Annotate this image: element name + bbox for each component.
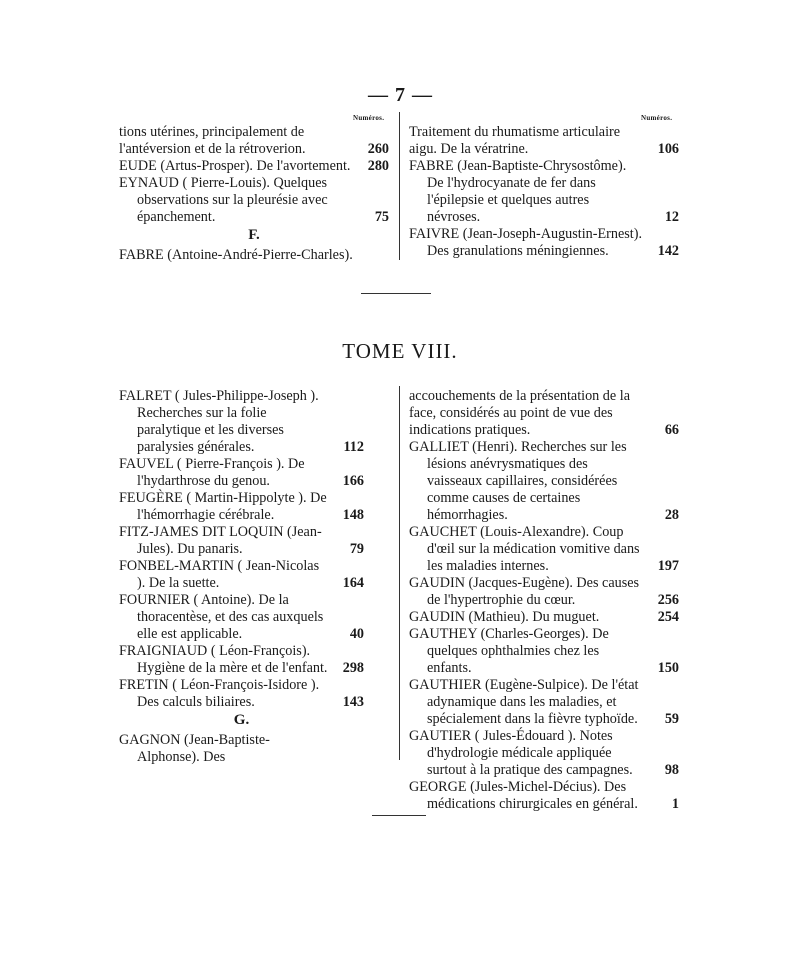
index-entry — [119, 124, 389, 158]
index-entry: GAUTHIER (Eugène-Sulpice). De l'état adynamique dans les maladies, et spécialement dans la fièvre typhoïde. 59 — [409, 677, 679, 727]
entry-text: FRETIN ( Léon-François-Isidore ). Des calculs biliaires. — [119, 677, 320, 710]
index-entry — [409, 124, 679, 158]
entry-number: 150 — [657, 660, 679, 676]
index-entry: FITZ-JAMES DIT LOQUIN (Jean-Jules). Du panaris. 79 — [119, 524, 364, 557]
bottom-right-column — [409, 388, 679, 813]
entry-text: FABRE (Antoine-André-Pierre-Charles). — [119, 247, 353, 263]
index-entry — [119, 158, 389, 175]
index-entry — [119, 732, 364, 766]
entry-text: EYNAUD ( Pierre-Louis). Quelques observations sur la pleurésie avec épanchement. — [119, 175, 328, 225]
entry-text: GAUTHEY (Charles-Georges). De quelques ophthalmies chez les enfants. — [409, 626, 609, 676]
entry-text: tions utérines, principalement de l'antéversion et de la rétroverion. — [119, 124, 306, 157]
tome-title: TOME VIII. — [342, 339, 458, 363]
entry-text: FAIVRE (Jean-Joseph-Augustin-Ernest). Des granulations méningiennes. — [409, 226, 642, 259]
entry-text: FABRE (Jean-Baptiste-Chrysostôme). De l'hydrocyanate de fer dans l'épilepsie et quelques autres névroses. — [409, 158, 627, 225]
page-number: — 7 — — [368, 84, 433, 106]
index-entry — [409, 626, 679, 677]
index-entry — [119, 643, 364, 677]
entry-number: 164 — [342, 575, 364, 591]
top-column-divider — [399, 112, 400, 260]
entry-number: 143 — [342, 694, 364, 710]
entry-text: FEUGÈRE ( Martin-Hippolyte ). De l'hémorrhagie cérébrale. — [119, 490, 327, 523]
entry-text: GALLIET (Henri). Recherches sur les lésions anévrysmatiques des vaisseaux capillaires, considérées comme causes de certaines hémorrhagies. — [409, 439, 627, 523]
entry-text: GAUDIN (Jacques-Eugène). Des causes de l'hypertrophie du cœur. — [409, 575, 640, 608]
entry-text: Traitement du rhumatisme articulaire aigu. De la vératrine. — [409, 124, 621, 157]
entry-text: GAUTHIER (Eugène-Sulpice). De l'état adynamique dans les maladies, et spécialement dans la fièvre typhoïde. — [409, 677, 639, 727]
index-entry — [409, 388, 679, 439]
entry-number: 254 — [657, 609, 679, 625]
index-entry: GALLIET (Henri). Recherches sur les lésions anévrysmatiques des vaisseaux capillaires, considérées comme causes de certaines hémorrhagies. 28 — [409, 439, 679, 523]
entry-number: 260 — [367, 141, 389, 157]
entry-text: GAUDIN (Mathieu). Du muguet. — [409, 609, 600, 625]
entry-number: 148 — [342, 507, 364, 523]
entry-text: accouchements de la présentation de la face, considérés au point de vue des indications pratiques. — [409, 388, 630, 438]
index-entry — [409, 609, 679, 626]
index-entry: FABRE (Jean-Baptiste-Chrysostôme). De l'hydrocyanate de fer dans l'épilepsie et quelques autres névroses. 12 — [409, 158, 679, 225]
entry-text: FRAIGNIAUD ( Léon-François). Hygiène de la mère et de l'enfant. — [119, 643, 328, 676]
entry-number: 197 — [657, 558, 679, 574]
entry-text: GAUCHET (Louis-Alexandre). Coup d'œil sur la médication vomitive dans les maladies internes. — [409, 524, 640, 574]
entry-number: 112 — [343, 439, 364, 455]
index-entry: EYNAUD ( Pierre-Louis). Quelques observations sur la pleurésie avec épanchement. 75 — [119, 175, 389, 225]
entry-number: 256 — [657, 592, 679, 608]
bottom-left-column — [119, 388, 364, 766]
section-divider-top — [361, 293, 431, 294]
index-entry — [119, 677, 364, 711]
entry-text: FALRET ( Jules-Philippe-Joseph ). Recherches sur la folie paralytique et les diverses paralysies générales. — [119, 388, 319, 455]
top-left-column — [119, 124, 389, 264]
section-letter: F. — [248, 227, 260, 243]
section-divider-bottom — [372, 815, 426, 816]
entry-text: FAUVEL ( Pierre-François ). De l'hydarthrose du genou. — [119, 456, 305, 489]
entry-text: EUDE (Artus-Prosper). De l'avortement. — [119, 158, 351, 174]
entry-text: GEORGE (Jules-Michel-Décius). Des médications chirurgicales en général. — [409, 779, 638, 812]
entry-text: GAGNON (Jean-Baptiste-Alphonse). Des — [119, 732, 270, 765]
index-entry — [119, 456, 364, 490]
entry-text: FITZ-JAMES DIT LOQUIN (Jean-Jules). Du panaris. — [119, 524, 322, 557]
index-entry — [409, 226, 679, 260]
index-entry — [119, 490, 364, 524]
index-entry: FOURNIER ( Antoine). De la thoracentèse, et des cas auxquels elle est applicable. 40 — [119, 592, 364, 642]
entry-number: 106 — [657, 141, 679, 157]
entry-text: FOURNIER ( Antoine). De la thoracentèse, et des cas auxquels elle est applicable. — [119, 592, 324, 642]
section-letter: G. — [233, 712, 250, 728]
entry-text: FONBEL-MARTIN ( Jean-Nicolas ). De la suette. — [119, 558, 320, 591]
index-entry — [409, 575, 679, 609]
left-column-header: Numéros. — [353, 114, 385, 122]
index-entry — [119, 558, 364, 592]
entry-number: 280 — [367, 158, 389, 174]
bottom-column-divider — [399, 386, 400, 760]
index-entry: GAUTIER ( Jules-Édouard ). Notes d'hydrologie médicale appliquée surtout à la pratique des campagnes. 98 — [409, 728, 679, 778]
entry-number: 66 — [664, 422, 679, 438]
index-entry: GEORGE (Jules-Michel-Décius). Des médications chirurgicales en général. 1 — [409, 779, 679, 812]
index-entry — [409, 524, 679, 575]
right-column-header: Numéros. — [641, 114, 673, 122]
entry-text: GAUTIER ( Jules-Édouard ). Notes d'hydrologie médicale appliquée surtout à la pratique des campagnes. — [409, 728, 633, 778]
entry-number: 142 — [657, 243, 679, 259]
index-entry — [119, 388, 364, 456]
entry-number: 298 — [342, 660, 364, 676]
index-entry — [119, 247, 389, 264]
entry-number: 166 — [342, 473, 364, 489]
top-right-column — [409, 124, 679, 260]
